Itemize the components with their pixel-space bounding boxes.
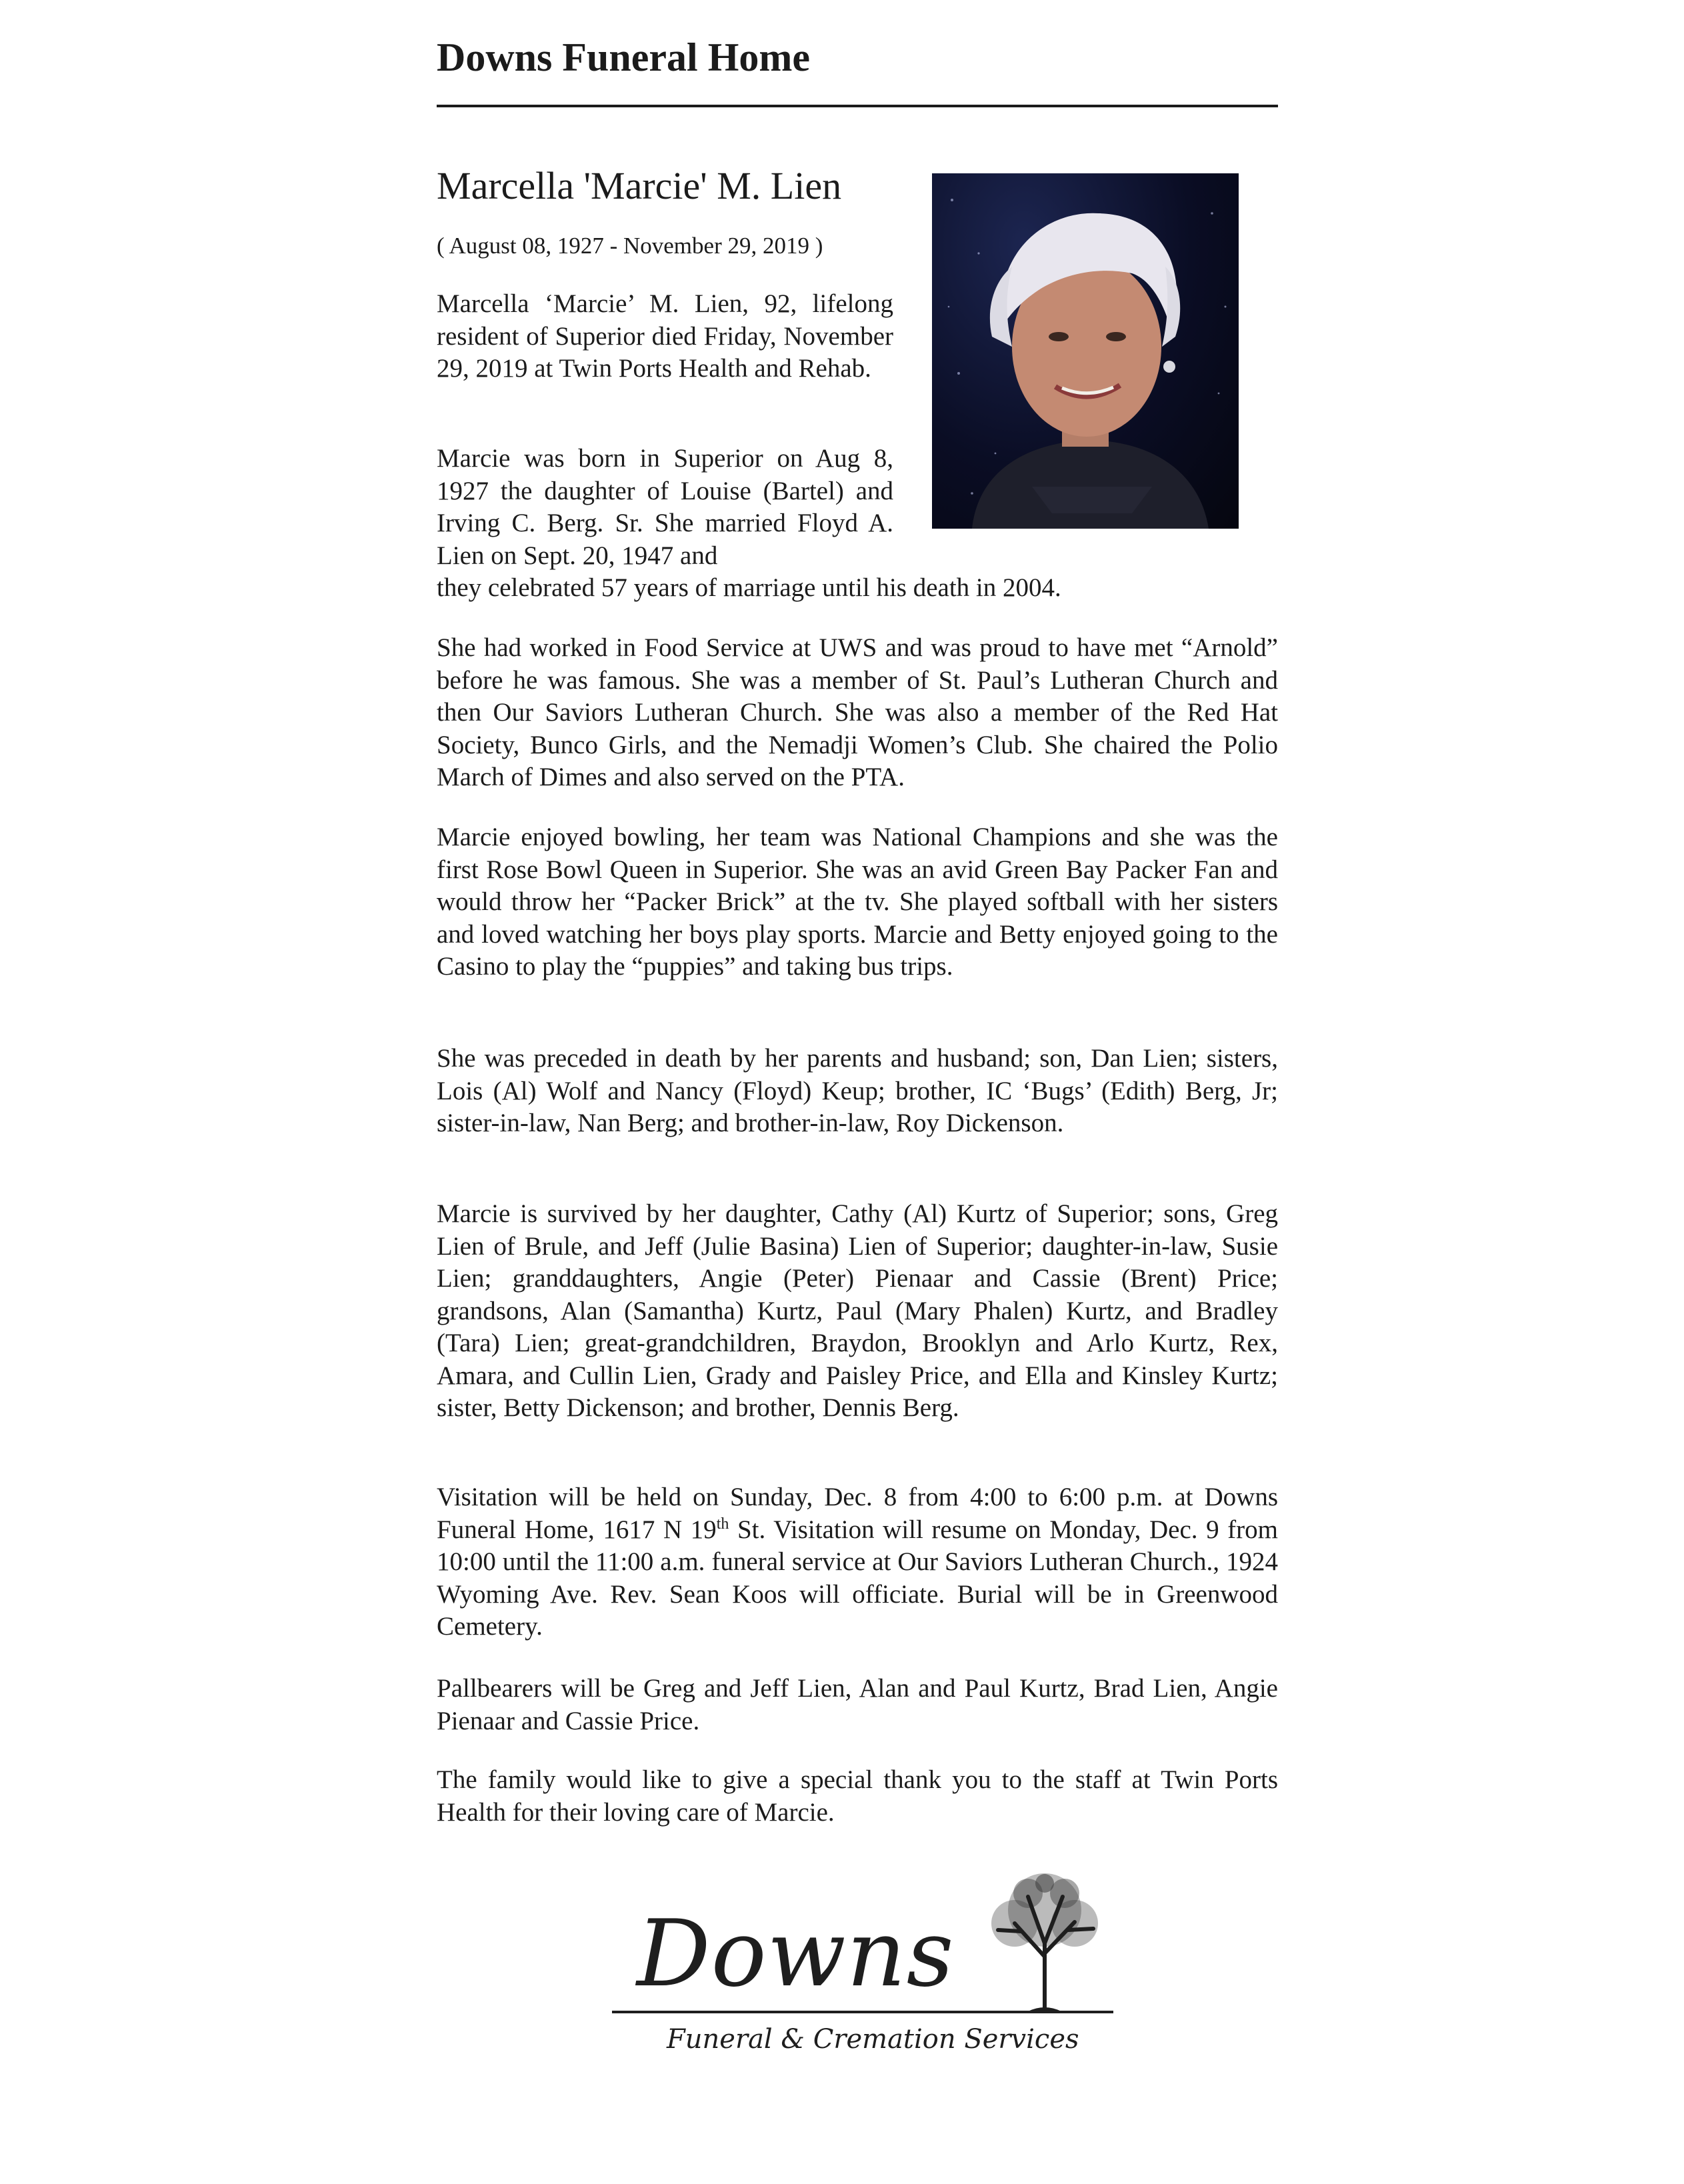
- visitation-text-a: Visitation will be held on Sunday, Dec. 8 from 4:00 to 6:00 p.m. at Downs Funeral Home, 1617 N 19: [437, 1483, 1278, 1544]
- visitation-ordinal: th: [716, 1515, 729, 1533]
- paragraph-thanks: The family would like to give a special thank you to the staff at Twin Ports Health for their loving care of Marcie.: [437, 1765, 1278, 1827]
- portrait-photo-icon: [932, 173, 1239, 529]
- paragraph-survived: Marcie is survived by her daughter, Cathy (Al) Kurtz of Superior; sons, Greg Lien of Brule, and Jeff (Julie Basina) Lien of Superior; daughter-in-law, Susie Lien; granddaughters, Angie (Peter) Pienaar and Cassie (Brent) Price; grandsons, Alan (Samantha) Kurtz, Paul (Mary Phalen) Kurtz, and Bradley (Tara) Lien; great-grandchildren, Braydon, Brooklyn and Arlo Kurtz, Rex, Amara, and Cullin Lien, Grady and Paisley Price, and Ella and Kinsley Kurtz; sister, Betty Dickenson; and brother, Dennis Berg.: [437, 1199, 1278, 1422]
- header-divider: [437, 105, 1278, 107]
- obituary-name: Marcella 'Marcie' M. Lien: [437, 164, 842, 207]
- paragraph-visitation: [437, 1481, 1278, 1643]
- paragraph-birth: Marcie was born in Superior on Aug 8, 1927 the daughter of Louise (Bartel) and Irving C. Berg. Sr. She married Floyd A. Lien on Sept. 20, 1947 and: [437, 444, 893, 570]
- paragraph-preceded: She was preceded in death by her parents and husband; son, Dan Lien; sisters, Lois (Al) Wolf and Nancy (Floyd) Keup; brother, IC ‘Bugs’ (Edith) Berg, Jr; sister-in-law, Nan Berg; and brother-in-law, Roy Dickenson.: [437, 1044, 1278, 1137]
- obituary-dates: ( August 08, 1927 - November 29, 2019 ): [437, 233, 823, 259]
- logo-tagline: Funeral & Cremation Services: [667, 2024, 1079, 2055]
- paragraph-work: She had worked in Food Service at UWS and was proud to have met “Arnold” before he was famous. She was a member of St. Paul’s Lutheran Church and then Our Saviors Lutheran Church. She was also a member of the Red Hat Society, Bunco Girls, and the Nemadji Women’s Club. She chaired the Polio March of Dimes and also served on the PTA.: [437, 633, 1278, 791]
- paragraph-intro: Marcella ‘Marcie’ M. Lien, 92, lifelong resident of Superior died Friday, November 29, 2019 at Twin Ports Health and Rehab.: [437, 289, 893, 383]
- paragraph-birth-end: they celebrated 57 years of marriage until his death in 2004.: [437, 573, 1061, 602]
- logo-divider: [612, 2011, 1113, 2013]
- page-title: Downs Funeral Home: [437, 35, 810, 79]
- visitation-text-b: St. Visitation will resume on Monday, Dec. 9 from 10:00 until the 11:00 a.m. funeral service at Our Saviors Lutheran Church., 1924 Wyoming Ave. Rev. Sean Koos will officiate. Burial will be in Greenwood Cemetery.: [437, 1515, 1278, 1641]
- paragraph-pallbearers: Pallbearers will be Greg and Jeff Lien, Alan and Paul Kurtz, Brad Lien, Angie Pienaar and Cassie Price.: [437, 1674, 1278, 1735]
- paragraph-hobbies: Marcie enjoyed bowling, her team was National Champions and she was the first Rose Bowl Queen in Superior. She was an avid Green Bay Packer Fan and would throw her “Packer Brick” at the tv. She played softball with her sisters and loved watching her boys play sports. Marcie and Betty enjoyed going to the Casino to play the “puppies” and taking bus trips.: [437, 823, 1278, 981]
- logo-wordmark: Downs: [637, 1900, 955, 2007]
- tree-icon: [975, 1870, 1115, 2013]
